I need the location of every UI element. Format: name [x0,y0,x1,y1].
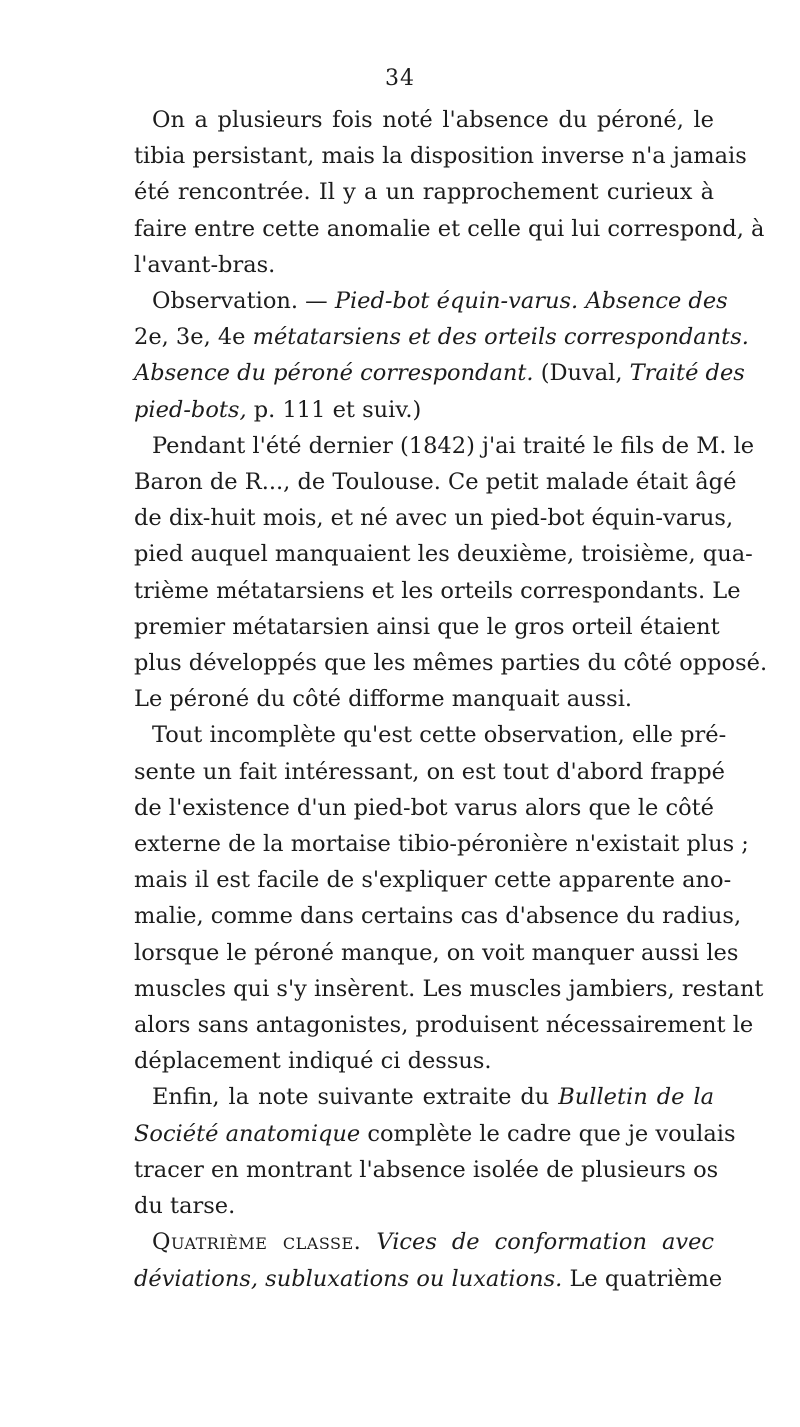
text-line [134,717,727,753]
text-line [134,247,714,283]
text-segment: Pendant l'été dernier (1842) j'ai traité le fils de M. le [152,432,755,459]
text-segment: externe de la mortaise tibio-péronière n'existait plus ; [134,831,749,858]
text-line [134,392,714,428]
text-segment [361,1229,376,1255]
text-segment: métatarsiens et des orteils correspondants. [252,324,749,351]
text-segment: Société anatomique [134,1120,361,1147]
page-number: 34 [385,66,415,91]
text-line [134,826,749,862]
text-segment: premier métatarsien ainsi que le gros orteil étaient [134,613,720,640]
text-segment: Traité des [629,360,745,387]
body-text [134,102,768,1297]
text-segment: 2e, 3e, 4e [134,324,253,351]
text-segment: plus développés que les mêmes parties du côté opposé. [134,650,768,677]
text-segment: p. 111 et suiv.) [246,396,422,423]
text-segment: de dix-huit mois, et né avec un pied-bot équin-varus, [134,505,734,532]
text-line [134,790,714,826]
text-segment: pied auquel manquaient les deuxième, troisième, qua- [134,541,753,568]
text-segment: déplacement indiqué ci dessus. [134,1048,492,1075]
text-segment: Tout incomplète qu'est cette observation, elle pré- [152,722,727,749]
text-line [134,681,714,717]
text-line [134,1007,754,1043]
text-line [134,174,714,210]
text-segment: tracer en montrant l'absence isolée de plusieurs os [134,1156,719,1183]
text-line [134,862,732,898]
text-segment: trième métatarsiens et les orteils correspondants. Le [134,577,741,604]
text-segment: déviations, subluxations ou luxations. [134,1265,563,1292]
text-line [134,573,741,609]
text-segment: Bulletin de la [558,1084,714,1111]
text-segment: du tarse. [134,1193,236,1220]
text-line [134,1261,723,1297]
text-segment: Vices de conformation avec [376,1229,714,1256]
text-line [134,1043,714,1079]
text-line [134,609,720,645]
text-segment: Pied-bot équin-varus. Absence des [334,288,728,315]
text-segment: Le péroné du côté difforme manquait aussi. [134,686,633,713]
text-line [134,1079,714,1115]
text-line [134,898,742,934]
text-line [134,971,764,1007]
text-line [134,935,739,971]
text-line [134,428,755,464]
text-segment: été rencontrée. Il y a un rapprochement curieux à [134,179,714,206]
text-line [134,138,747,174]
text-line [134,754,725,790]
text-segment: tibia persistant, mais la disposition inverse n'a jamais [134,143,747,170]
text-line [134,1116,736,1152]
text-segment: l'avant-bras. [134,251,276,278]
text-line [134,319,749,355]
text-segment: sente un fait intéressant, on est tout d'abord frappé [134,758,725,785]
text-segment: Baron de R..., de Toulouse. Ce petit malade était âgé [134,469,737,496]
text-line [134,500,734,536]
text-line [134,645,768,681]
text-segment: pied-bots, [134,396,247,423]
text-line [134,464,737,500]
text-segment: de l'existence d'un pied-bot varus alors que le côté [134,794,714,821]
text-segment: muscles qui s'y insèrent. Les muscles jambiers, restant [134,975,764,1002]
text-segment: On a plusieurs fois noté l'absence du péroné, le [152,107,714,133]
text-segment: Absence du péroné correspondant. [134,360,534,387]
text-line [134,1224,714,1260]
text-segment: (Duval, [533,360,630,387]
text-line [134,1152,719,1188]
text-segment: Le quatrième [562,1265,723,1292]
text-segment: alors sans antagonistes, produisent nécessairement le [134,1012,754,1039]
text-segment: Enfin, la note suivante extraite du [152,1084,559,1111]
text-line [134,102,714,138]
text-line [134,1188,714,1224]
text-segment: complète le cadre que je voulais [360,1120,736,1147]
text-line [134,283,728,319]
text-line [134,211,765,247]
text-segment: Observation. — [152,288,335,315]
text-line [134,355,745,391]
text-line [134,536,753,572]
text-segment: Quatrième classe. [152,1229,362,1256]
text-segment: mais il est facile de s'expliquer cette apparente ano- [134,867,732,894]
text-segment: faire entre cette anomalie et celle qui lui correspond, à [134,215,765,242]
text-segment: lorsque le péroné manque, on voit manquer aussi les [134,939,739,966]
text-segment: malie, comme dans certains cas d'absence du radius, [134,903,742,930]
